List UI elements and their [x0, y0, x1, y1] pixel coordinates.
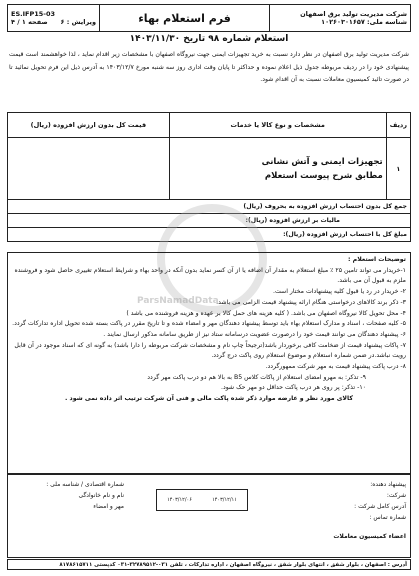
notes-section [7, 252, 411, 474]
note-item: ۷- پاکات پیشنهاد قیمت از ضخامت کافی برخوردار باشد(ترجیحاً چاپ نام و مشخصات شرکت مربوطه را دارا باشد) به گونه ای که اسناد موجود در آن قابل رویت نباشد.در ضمن شماره استعلام و موضوع استعلام روی پاکت درج گردد. [14, 341, 406, 360]
watermark-text: ParsNamadData [137, 296, 219, 306]
bidder-label: پیشنهاد دهنده: [370, 481, 406, 488]
sign-field: مهر و امضاء [93, 503, 124, 510]
national-id: شناسه ملی: ۱۰۲۶۰۳۰۱۶۵۷ [321, 18, 407, 26]
total-with-vat: مبلغ کل با احتساب ارزش افزوده (ریال): [8, 228, 411, 242]
form-code: ES.IFP15-03 [11, 10, 56, 18]
note-item: ۳- ذکر برند کالاهای درخواستی هنگام ارائه پیشنهاد قیمت الزامی می باشد. [216, 298, 406, 306]
note-item: ۴- محل تحویل کالا نیروگاه اصفهان می باشد. ( کلیه هزینه های حمل کالا بر عهده و هزینه فروشنده می باشد ) [126, 309, 406, 317]
commission-label: اعضاء کمیسیون معاملات [333, 533, 406, 540]
company-block [270, 5, 410, 31]
note-item: ۱-خریدار می تواند تامین ۲۵ ٪ مبلغ استعلام به مقدار آن اضافه یا از آن کسر نماید بدون آنکه در واحد بهاء و شرایط استعلام تغییری حاصل شود و فروشنده ملزم به قبول آن می باشد. [14, 266, 406, 285]
revision-text: ویرایش : ۶ [60, 18, 96, 26]
table-row [8, 138, 411, 200]
table-header-row [8, 113, 411, 138]
notes-title: توضیحات استعلام : [348, 256, 406, 263]
phone-field: شماره تماس : [369, 514, 406, 521]
stamp-date-a: ۱۴۰۳/۱۲/۱۱ [212, 497, 237, 503]
name-field: نام و نام خانوادگی [78, 492, 124, 499]
note-item: ۱۰- تذکر: پر روی هر درب پاکت حداقل دو مهر حک شود. [221, 384, 366, 392]
intro-paragraph: شرکت مدیریت تولید برق اصفهان در نظر دارد نسبت به خرید تجهیزات ایمنی جهت نیروگاه اصفهان با مشخصات زیر اقدام نماید ، لذا خواهشمند است قیمت پیشنهادی خود را در ردیف مربوطه جدول ذیل اعلام نموده و حداکثر تا پایان وقت اداری روز سه شنبه مورخ ۱۴۰۳/۱۲/۷ به آدرس ذیل این فرم تحویل نمائید تا در صورت تائید کمیسیون معاملات نسبت به آن اقدام شود. [9, 51, 409, 83]
stamp-date-b: ۱۴۰۳/۱۲/۰۶ [167, 497, 192, 503]
col-header-price: قیمت کل بدون ارزش افزوده (ریال) [8, 113, 170, 138]
stamp-dates [156, 489, 248, 511]
note-item: ۵- کلیه صفحات ، اسناد و مدارک استعلام بهاء باید توسط پیشنهاد دهندگان مهر و امضاء شده و تا تاریخ مقرر در پاکت بسته شده تحویل اداره تدارکات گردد. [12, 320, 406, 328]
form-header [7, 4, 411, 32]
company-name-field: شرکت: [386, 492, 406, 499]
note-item: ۲- خریدار در رد یا قبول کلیه پیشنهادات مختار است. [273, 288, 406, 296]
footer-signature-block [7, 474, 411, 558]
col-header-spec: مشخصات و نوع کالا یا خدمات [169, 113, 386, 138]
form-code-block [8, 5, 100, 31]
bidder-info [333, 479, 406, 542]
price-cell[interactable] [8, 138, 170, 200]
row-number: ۱ [386, 138, 410, 200]
inquiry-number-date: استعلام شماره ۹۸ تاریخ ۱۴۰۳/۱۱/۳۰ [129, 34, 289, 44]
sum-without-vat: جمع کل بدون احتساب ارزش افزوده به بحروف (ریال) [8, 200, 411, 214]
economic-code-field: شماره اقتصادی / شناسه ملی : [46, 481, 124, 488]
notes-highlight: کالای مورد نظر و عارضه موارد ذکر شده پاکت مالی و فنی آن شرکت ترتیب اثر داده نمی شود . [65, 395, 353, 403]
company-address-bar: آدرس : اصفهان ، بلوار شفق ، انتهای بلوار شفق ، نیروگاه اصفهان ، اداره تدارکات ، تلفن ۰۳۱-۳۲۷۸۹۵۱۲-۰۳۱ کدپستی ۸۱۷۸۶۱۵۷۱۱ [7, 559, 411, 570]
company-name: شرکت مدیریت تولید برق اصفهان [300, 10, 407, 18]
form-title: فرم استعلام بهاء [100, 5, 270, 31]
col-header-row: ردیف [386, 113, 410, 138]
item-description [169, 138, 386, 200]
page-number: صفحه ۱ / ۴ [11, 18, 48, 26]
item-line-2: مطابق شرح پیوست استعلام [264, 170, 383, 181]
document-page [7, 4, 411, 570]
item-line-1: تجهیزات ایمنی و آتش نشانی [261, 156, 383, 167]
vat-label: مالیات بر ارزش افزوده (ریال): [8, 214, 411, 228]
address-field: آدرس کامل شرکت : [354, 503, 406, 510]
revision-row [11, 18, 96, 26]
note-item: ۶- پیشنهاد دهندگان می توانند قیمت خود را درصورت عضویت درسامانه ستاد نیز از طریق سامانه مذکور ارسال نمایند . [103, 330, 406, 338]
note-item: ۸- درب پاکت پیشنهاد قیمت به مهر شرکت ممهورگردد. [265, 363, 406, 371]
signatory-info [14, 479, 124, 512]
note-item: ۹- تذکر: به مهرو امضای استعلام از پاکات کلاس B5 به بالا هم دو درب پاکت مهر گردد [147, 373, 366, 381]
